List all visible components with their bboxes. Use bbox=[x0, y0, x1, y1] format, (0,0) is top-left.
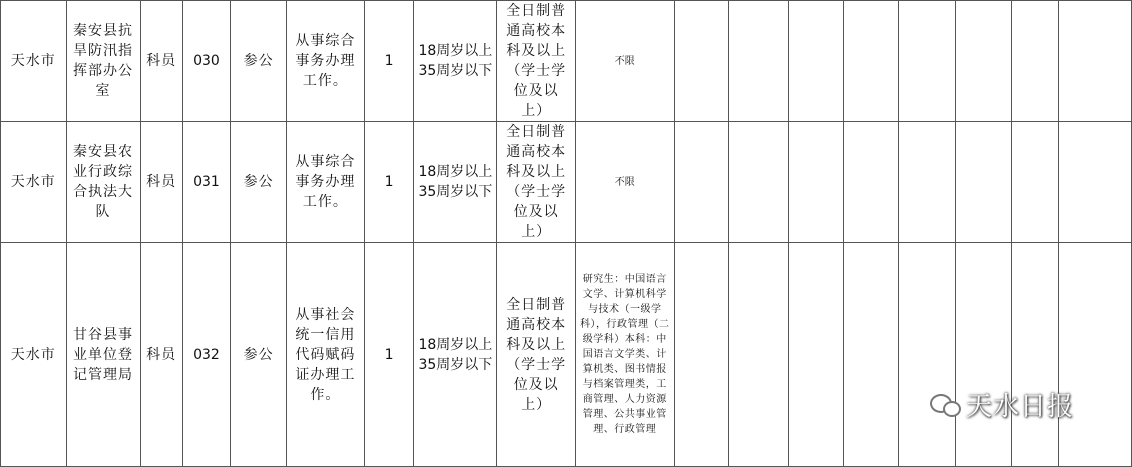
table-row bbox=[1, 122, 1132, 243]
type-cell: 参公 bbox=[231, 122, 287, 243]
education-cell: 全日制普通高校本科及以上（学士学位及以上） bbox=[497, 1, 576, 122]
age-cell: 18周岁以上35周岁以下 bbox=[414, 122, 497, 243]
education-cell: 全日制普通高校本科及以上（学士学位及以上） bbox=[497, 122, 576, 243]
watermark-text: 天水日报 bbox=[966, 391, 1075, 422]
position-code-cell: 031 bbox=[182, 122, 231, 243]
education-cell: 全日制普通高校本科及以上（学士学位及以上） bbox=[497, 243, 576, 467]
major-cell: 研究生：中国语言文学、计算机科学与技术（一级学科），行政管理（二级学科）本科：中国语言文学类、计算机类、图书情报与档案管理类，工商管理、人力资源管理、公共事业管理、行政管理 bbox=[575, 243, 674, 467]
city-cell: 天水市 bbox=[1, 1, 67, 122]
city-cell: 天水市 bbox=[1, 122, 67, 243]
duty-cell: 从事综合事务办理工作。 bbox=[286, 1, 364, 122]
rank-cell: 科员 bbox=[140, 1, 182, 122]
age-cell: 18周岁以上35周岁以下 bbox=[414, 1, 497, 122]
department-cell: 甘谷县事业单位登记管理局 bbox=[66, 243, 140, 467]
rank-cell: 科员 bbox=[140, 122, 182, 243]
type-cell: 参公 bbox=[231, 1, 287, 122]
duty-cell: 从事综合事务办理工作。 bbox=[286, 122, 364, 243]
count-cell: 1 bbox=[364, 243, 414, 467]
count-cell: 1 bbox=[364, 122, 414, 243]
position-code-cell: 032 bbox=[182, 243, 231, 467]
duty-cell: 从事社会统一信用代码赋码证办理工作。 bbox=[286, 243, 364, 467]
position-code-cell: 030 bbox=[182, 1, 231, 122]
watermark bbox=[930, 384, 1074, 424]
age-cell: 18周岁以上35周岁以下 bbox=[414, 243, 497, 467]
count-cell: 1 bbox=[364, 1, 414, 122]
city-cell: 天水市 bbox=[1, 243, 67, 467]
type-cell: 参公 bbox=[231, 243, 287, 467]
table-row bbox=[1, 1, 1132, 122]
rank-cell: 科员 bbox=[140, 243, 182, 467]
major-cell: 不限 bbox=[575, 1, 674, 122]
wechat-icon bbox=[930, 392, 960, 416]
table-row bbox=[1, 243, 1132, 467]
department-cell: 秦安县抗旱防汛指挥部办公室 bbox=[66, 1, 140, 122]
major-cell: 不限 bbox=[575, 122, 674, 243]
department-cell: 秦安县农业行政综合执法大队 bbox=[66, 122, 140, 243]
